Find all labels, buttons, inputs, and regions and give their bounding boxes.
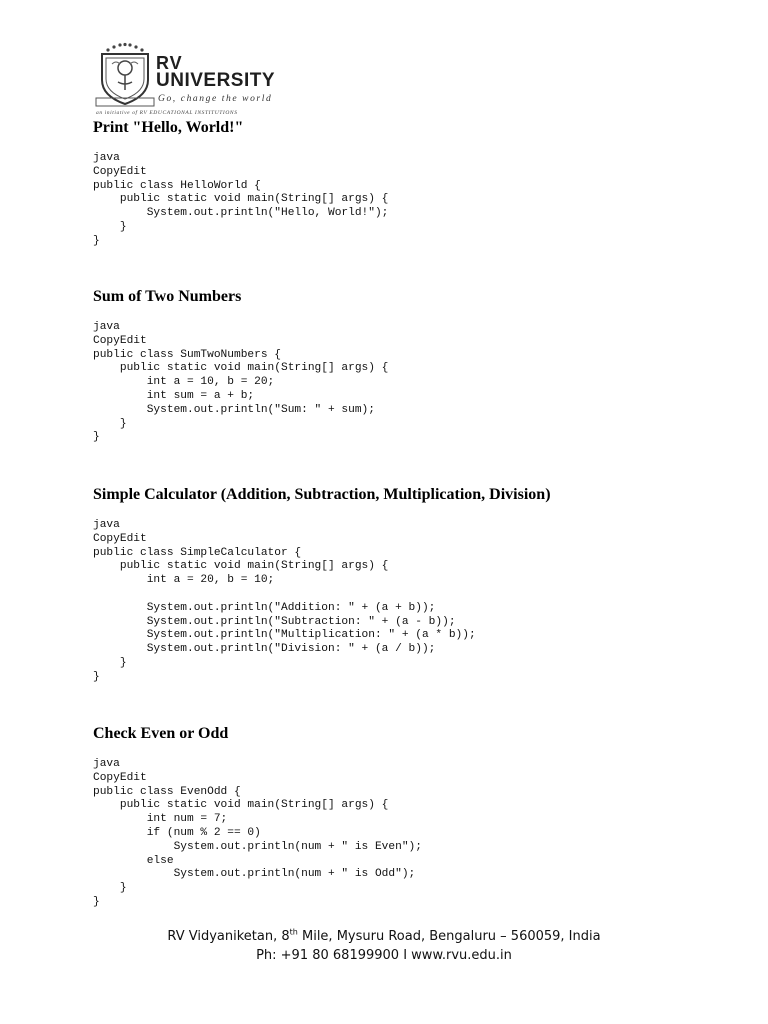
- section-even-odd: [93, 725, 693, 910]
- logo-rv-text: RV: [156, 53, 183, 73]
- footer-address: RV Vidyaniketan, 8th Mile, Mysuru Road, Bengaluru – 560059, India: [167, 927, 601, 944]
- code-block: java CopyEdit public class HelloWorld { public static void main(String[] args) { System.out.println("Hello, World!"); } }: [93, 152, 389, 247]
- section-heading: Print "Hello, World!": [93, 119, 244, 136]
- section-sum-two-numbers: [93, 288, 693, 445]
- logo-tagline: Go, change the world: [158, 94, 273, 104]
- footer-contact: Ph: +91 80 68199900 I www.rvu.edu.in: [256, 948, 512, 963]
- section-heading: Simple Calculator (Addition, Subtraction, Multiplication, Division): [93, 486, 551, 503]
- code-block: java CopyEdit public class EvenOdd { public static void main(String[] args) { int num = 7; if (num % 2 == 0) System.out.println(num + " is Even"); else System.out.println(num + " is Odd"); } }: [93, 758, 422, 908]
- code-block: java CopyEdit public class SumTwoNumbers { public static void main(String[] args) { int a = 10, b = 20; int sum = a + b; System.out.println("Sum: " + sum); } }: [93, 321, 389, 444]
- logo-initiative-text: an initiative of RV EDUCATIONAL INSTITUTIONS: [96, 110, 238, 116]
- section-heading: Check Even or Odd: [93, 725, 229, 742]
- rv-university-logo: [94, 42, 294, 118]
- page-footer: [0, 927, 768, 965]
- section-heading: Sum of Two Numbers: [93, 288, 242, 305]
- code-block: java CopyEdit public class SimpleCalculator { public static void main(String[] args) { int a = 20, b = 10; System.out.println("Addition: " + (a + b)); System.out.println("Subtraction: " + (a - b)); System.out.println("Multiplication: " + (a * b)); System.out.println("Division: " + (a / b)); } }: [93, 519, 476, 683]
- section-simple-calculator: [93, 486, 693, 685]
- rv-university-emblem-icon: [94, 42, 156, 108]
- logo-university-text: UNIVERSITY: [156, 70, 276, 91]
- section-hello-world: [93, 119, 693, 249]
